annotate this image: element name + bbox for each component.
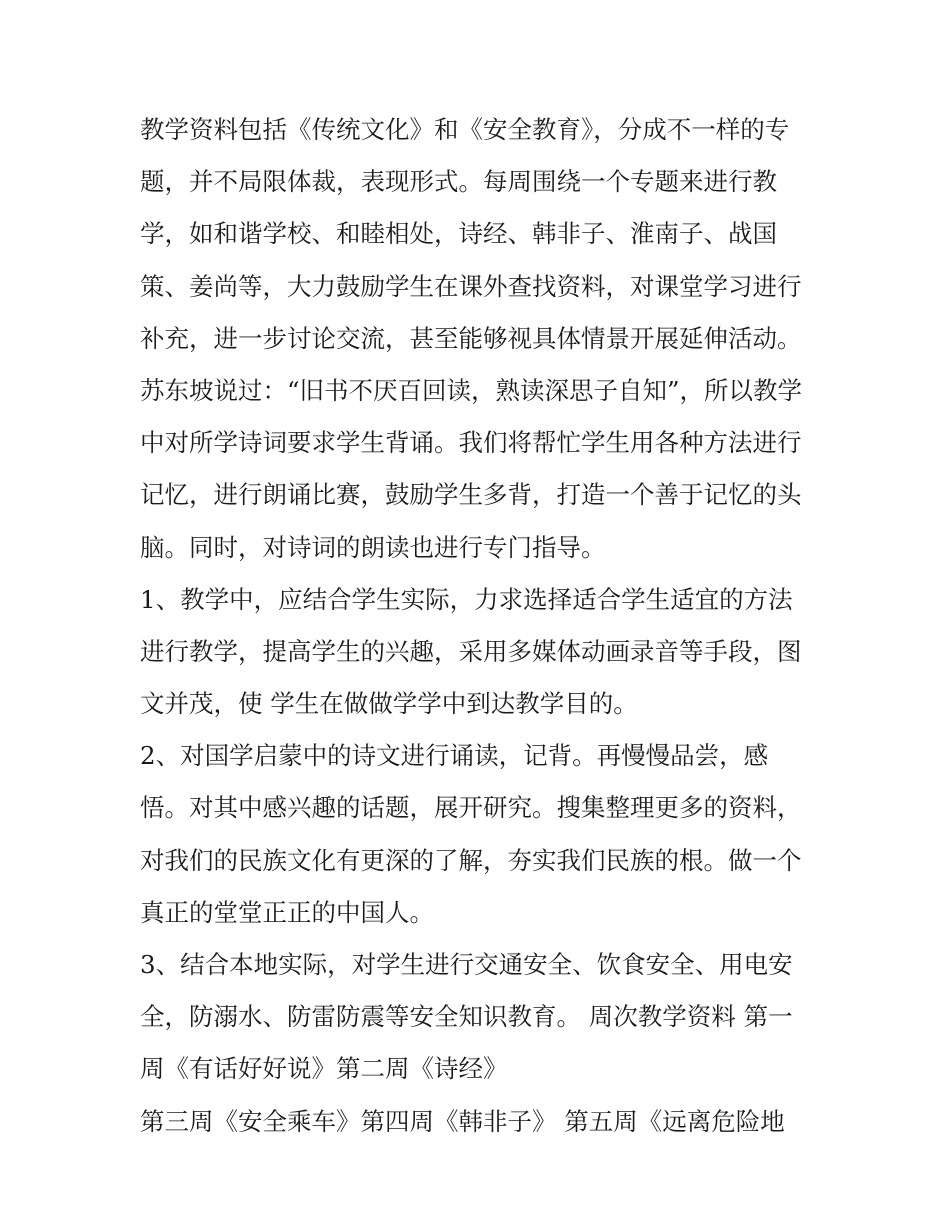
text-line: 题，并不局限体裁，表现形式。每周围绕一个专题来进行教 <box>140 167 777 197</box>
text-line: 教学资料包括《传统文化》和《安全教育》，分成不一样的专 <box>140 115 790 144</box>
text-line: 进行教学，提高学生的兴趣，采用多媒体动画录音等手段，图 <box>140 636 802 666</box>
text-line: 学，如和谐学校、和睦相处，诗经、韩非子、淮南子、战国 <box>140 219 777 249</box>
document-body <box>140 104 820 1148</box>
list-item-3-line: 3、结合本地实际，对学生进行交通安全、饮食安全、用电安 <box>140 950 793 979</box>
text-line: 文并茂，使 学生在做做学学中到达教学目的。 <box>140 689 638 719</box>
text-line: 周《有话好好说》第二周《诗经》 <box>140 1054 508 1084</box>
text-line: 补充，进一步讨论交流，甚至能够视具体情景开展延伸活动。 <box>140 323 802 353</box>
text-line: 中对所学诗词要求学生背诵。我们将帮忙学生用各种方法进行 <box>140 428 802 458</box>
text-line: 对我们的民族文化有更深的了解，夯实我们民族的根。做一个 <box>140 845 802 875</box>
text-line: 记忆，进行朗诵比赛，鼓励学生多背，打造一个善于记忆的头 <box>140 480 802 510</box>
text-line: 全，防溺水、防雷防震等安全知识教育。 周次教学资料 第一 <box>140 1002 793 1032</box>
list-item-1-line: 1、教学中，应结合学生实际，力求选择适合学生适宜的方法 <box>140 584 793 614</box>
text-line: 第三周《安全乘车》第四周《韩非子》 第五周《远离危险地 <box>140 1106 785 1136</box>
list-item-2-line: 2、对国学启蒙中的诗文进行诵读，记背。再慢慢品尝，感 <box>140 741 769 771</box>
text-line: 脑。同时，对诗词的朗读也进行专门指导。 <box>140 532 606 562</box>
text-line: 真正的堂堂正正的中国人。 <box>140 897 434 927</box>
text-line: 策、姜尚等，大力鼓励学生在课外查找资料，对课堂学习进行 <box>140 271 802 301</box>
text-line: 悟。对其中感兴趣的话题，展开研究。搜集整理更多的资料， <box>140 793 802 823</box>
text-line: 苏东坡说过：“旧书不厌百回读，熟读深思子自知”，所以教学 <box>140 375 803 405</box>
